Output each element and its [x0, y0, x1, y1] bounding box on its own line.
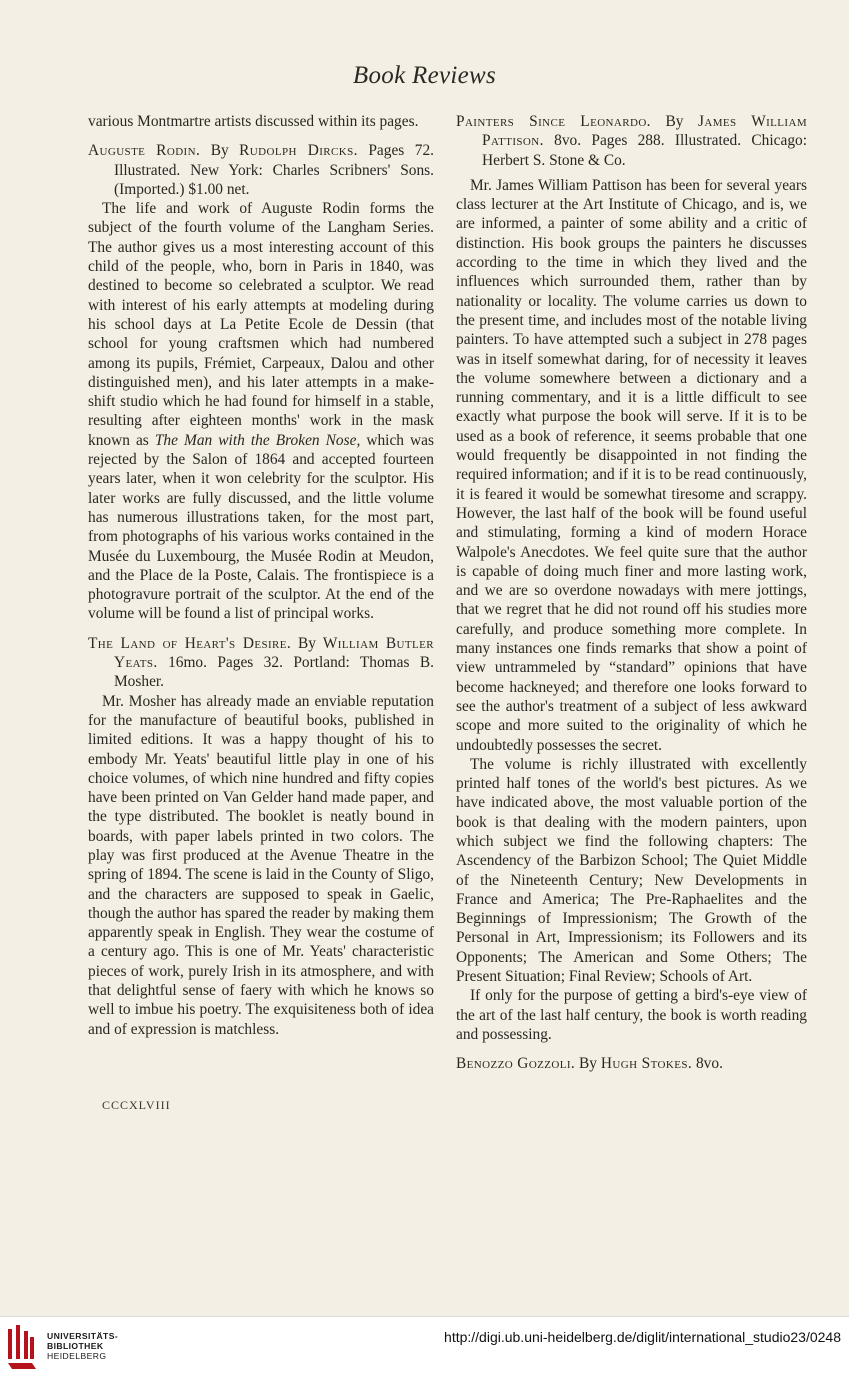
review-heading-gozzoli — [456, 1054, 807, 1073]
book-title: Auguste Rodin. — [88, 142, 201, 160]
folio: CCCXLVIII — [102, 1098, 171, 1112]
by-word: By — [298, 634, 316, 652]
book-title: The Land of Heart's Desire. — [88, 634, 292, 652]
book-details: Pages 72. Illustrated. New York: Charles Scribners' Sons. (Imported.) $1.00 net. — [114, 142, 434, 198]
library-name-line: UNIVERSITÄTS- — [47, 1331, 119, 1341]
book-details: 8vo. Pages 288. Illustrated. Chicago: Herbert S. Stone & Co. — [482, 132, 807, 169]
review-heading-yeats — [88, 634, 434, 692]
book-title: Benozzo Gozzoli. — [456, 1055, 576, 1073]
book-author: James William Pattison. — [482, 113, 808, 150]
running-head: Book Reviews — [352, 62, 497, 89]
book-author: William Butler Yeats. — [114, 634, 434, 672]
review-body-pattison-3: If only for the purpose of getting a bird's-eye view of the art of the last half century, the book is worth reading and possessing. — [456, 987, 807, 1043]
by-word: By — [210, 142, 229, 160]
review-heading-pattison — [456, 112, 807, 170]
library-name-line: BIBLIOTHEK — [47, 1341, 104, 1351]
book-title: Painters Since Leonardo. — [456, 113, 651, 130]
review-heading-rodin — [88, 141, 434, 199]
book-author: Hugh Stokes. — [600, 1055, 693, 1073]
source-url-link[interactable]: http://digi.ub.uni-heidelberg.de/diglit/international_studio23/0248 — [444, 1329, 841, 1345]
review-text: The life and work of Auguste Rodin forms the subject of the fourth volume of the Langham Series. The author gives us a most interesting account of this child of the people, who, born in Paris in 1840, was destined to become so celebrated a sculptor. We read with interest of his early attempts at modeling during his school days at La Petite Ecole de Dessin (that school for young craftsmen which had numbered among its pupils, Frémiet, Carpeaux, Dalou and other distinguished men), and his later attempts in a make-shift studio which he had found for himself in a stable, resulting after eighteen months' work in the mask known as — [88, 200, 434, 449]
review-body-pattison-1: Mr. James William Pattison has been for several years class lecturer at the Art Institute of Chicago, and is, we are informed, a painter of some ability and a critic of distinction. His book groups the painters he discusses according to the time in which they lived and the influences which surrounded them, rather than by nationality or locality. The volume carries us down to the present time, and includes most of the notable living painters. To have attempted such a subject in 278 pages was in itself somewhat daring, for of necessity it leaves the volume somewhere between a dictionary and a running commentary, and it is a little difficult to see exactly what purpose the book will serve. If it is to be used as a book of reference, it seems probable that one would frequently be disappointed in not finding the required information; and if it is to be read continuously, it is feared it would be somewhat tiresome and scrappy. However, the last half of the book will be found useful and stimulating, forming a kind of modern Horace Walpole's Anecdotes. We feel quite sure that the author is capable of doing much finer and more lasting work, and we are so overdone nowadays with mere jottings, that we regret that he did not round off his studies more carefully, and produce something more complete. In many instances one finds remarks that show a point of view untrammeled by “standard” opinions that have become hackneyed; and therefore one looks forward to see the author's treatment of a subject of less awkward scope and more suited to the originality of which he undoubtedly possesses the secret. — [456, 176, 807, 754]
library-footer — [0, 1316, 849, 1377]
italic-work-title: The Man with the Broken Nose, — [154, 431, 361, 449]
right-column — [456, 112, 807, 1074]
library-name — [47, 1331, 118, 1361]
review-body-pattison-2: The volume is richly illustrated with excellently printed half tones of the world's best pictures. As we have indicated above, the most valuable portion of the book is that dealing with the modern painters, upon which subject we find the following chapters: The Ascendency of the Barbizon School; The Quiet Middle of the Nineteenth Century; New Developments in France and America; The Pre-Raphaelites and the Beginnings of Impressionism; The Growth of the Personal in Art, Impressionism; its Followers and its Opponents; The American and Some Others; The Present Situation; Final Review; Schools of Art. — [456, 755, 807, 986]
library-name-line: HEIDELBERG — [47, 1351, 107, 1361]
university-library-logo-icon — [6, 1323, 40, 1371]
intro-paragraph: various Montmartre artists discussed within its pages. — [88, 113, 419, 130]
book-details: 16mo. Pages 32. Portland: Thomas B. Mosher. — [114, 654, 434, 691]
book-details: 8vo. — [695, 1055, 723, 1073]
left-column — [88, 112, 434, 1039]
review-text: which was rejected by the Salon of 1864 and accepted fourteen years later, when it won celebrity for the sculptor. His later works are fully discussed, and the little volume has numerous illustrations taken, for the most part, from photographs of his various works contained in the Musée du Luxembourg, the Musée Rodin at Meudon, and the Place de la Poste, Calais. The frontispiece is a photogravure portrait of the sculptor. At the end of the volume will be found a list of principal works. — [88, 431, 434, 623]
review-body-yeats: Mr. Mosher has already made an enviable reputation for the manufacture of beautiful books, published in limited editions. It was a happy thought of his to embody Mr. Yeats' beautiful little play in one of his choice volumes, of which nine hundred and fifty copies have been printed on Van Gelder hand made paper, and the type distributed. The booklet is neatly bound in boards, with paper labels printed in two colors. The play was first produced at the Avenue Theatre in the spring of 1894. The scene is laid in the County of Sligo, and the characters are supposed to speak in Gaelic, though the author has spared the reader by making them apparently speak in English. They wear the costume of a century ago. This is one of Mr. Yeats' characteristic pieces of work, purely Irish in its atmosphere, and with that delightful sense of faery with which he knows so well to imbue his poetry. The exquisiteness both of idea and of expression is matchless. — [88, 692, 434, 1038]
review-body-rodin — [88, 199, 434, 624]
by-word: By — [665, 113, 684, 130]
by-word: By — [579, 1055, 598, 1073]
book-author: Rudolph Dircks. — [239, 142, 358, 160]
